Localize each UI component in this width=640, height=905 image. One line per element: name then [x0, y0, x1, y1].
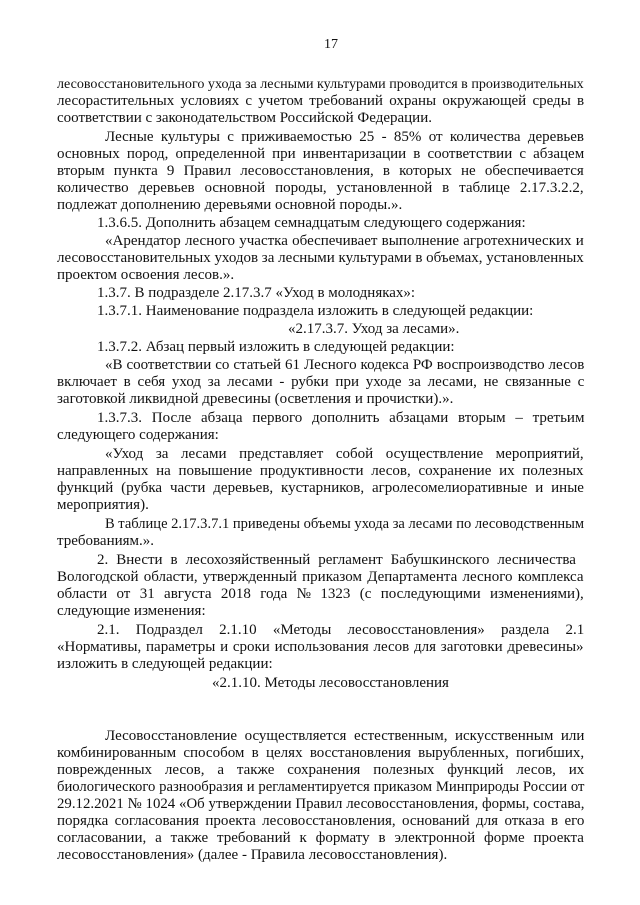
text-line: лесовосстановления» (далее - Правила лесовосстановления).	[57, 847, 448, 863]
text-line: Лесные культуры с приживаемостью 25 - 85% от количества деревьев	[105, 129, 584, 145]
text-line: 2.1. Подраздел 2.1.10 «Методы лесовосстановления» раздела 2.1	[97, 622, 585, 638]
text-line: подлежат дополнению деревьями основной породы.».	[57, 197, 403, 213]
text-line: 2. Внести в лесохозяйственный регламент Бабушкинского лесничества	[97, 552, 576, 568]
text-line: «Арендатор лесного участка обеспечивает выполнение агротехнических и	[105, 233, 584, 249]
text-line: «2.1.10. Методы лесовосстановления	[212, 675, 449, 691]
text-line: количество деревьев основной породы, установленной в таблице 2.17.3.2.2,	[57, 180, 584, 196]
text-line: направленных на повышение продуктивности лесов, сохранение их полезных	[57, 463, 584, 479]
text-line: 1.3.7.2. Абзац первый изложить в следующей редакции:	[97, 339, 455, 355]
text-line: «Нормативы, параметры и сроки использования лесов для заготовки древесины»	[57, 639, 584, 655]
text-line: Вологодской области, утвержденный приказом Департамента лесного комплекса	[57, 569, 584, 585]
text-line: соответствии с законодательством Российской Федерации.	[57, 110, 432, 126]
text-line: заготовкой ликвидной древесины (осветления и прочистки).».	[57, 391, 454, 407]
text-line: лесовосстановительного ухода за лесными культурами проводится в производительных	[57, 76, 584, 92]
text-line: следующие изменения:	[57, 603, 206, 619]
text-line: 1.3.7. В подразделе 2.17.3.7 «Уход в молодняках»:	[97, 285, 416, 301]
text-line: Лесовосстановление осуществляется естественным, искусственным или	[105, 728, 585, 744]
text-line: «2.17.3.7. Уход за лесами».	[288, 321, 460, 337]
text-line: В таблице 2.17.3.7.1 приведены объемы ухода за лесами по лесоводственным	[105, 516, 585, 532]
text-line: 1.3.6.5. Дополнить абзацем семнадцатым следующего содержания:	[97, 215, 526, 231]
page-number: 17	[324, 37, 338, 52]
text-line: поврежденных лесов, а также сохранения полезных функций лесов, их	[57, 762, 585, 778]
text-line: включает в себя уход за лесами - рубки при уходе за лесами, не связанные с	[57, 374, 585, 390]
text-line: области от 31 августа 2018 года № 1323 (с последующими изменениями),	[57, 586, 584, 602]
text-line: согласовании, а также требований к формату в электронной форме проекта	[57, 830, 584, 846]
text-line: изложить в следующей редакции:	[57, 656, 273, 672]
text-line: мероприятия).	[57, 497, 149, 513]
text-line: 1.3.7.3. После абзаца первого дополнить абзацами вторым – третьим	[97, 410, 585, 426]
text-line: проектом освоения лесов.».	[57, 267, 235, 283]
text-line: основных пород, определенной при инвентаризации в соответствии с абзацем	[57, 146, 585, 162]
text-line: «Уход за лесами представляет собой осуществление мероприятий,	[105, 446, 584, 462]
text-line: требованиям.».	[57, 533, 155, 549]
text-line: лесорастительных условиях с учетом требований охраны окружающей среды в	[57, 93, 585, 109]
text-line: порядка согласования проекта лесовосстановления, оснований для отказа в его	[57, 813, 585, 829]
text-line: лесовосстановительных уходов за лесными культурами в объемах, установленных	[57, 250, 584, 266]
text-line: 1.3.7.1. Наименование подраздела изложить в следующей редакции:	[97, 303, 534, 319]
text-line: функций (рубка части деревьев, кустарников, агролесомелиоративные и иные	[57, 480, 584, 496]
text-line: «В соответствии со статьей 61 Лесного кодекса РФ воспроизводство лесов	[105, 357, 585, 373]
text-line: следующего содержания:	[57, 427, 219, 443]
text-line: вторым пункта 9 Правил лесовосстановления, в которых не обеспечивается	[57, 163, 584, 179]
text-line: комбинированным способом в целях восстановления вырубленных, погибших,	[57, 745, 585, 761]
text-line: 29.12.2021 № 1024 «Об утверждении Правил лесовосстановления, формы, состава,	[57, 796, 585, 812]
text-line: биологического разнообразия и регламентируется приказом Минприроды России от	[57, 779, 585, 795]
